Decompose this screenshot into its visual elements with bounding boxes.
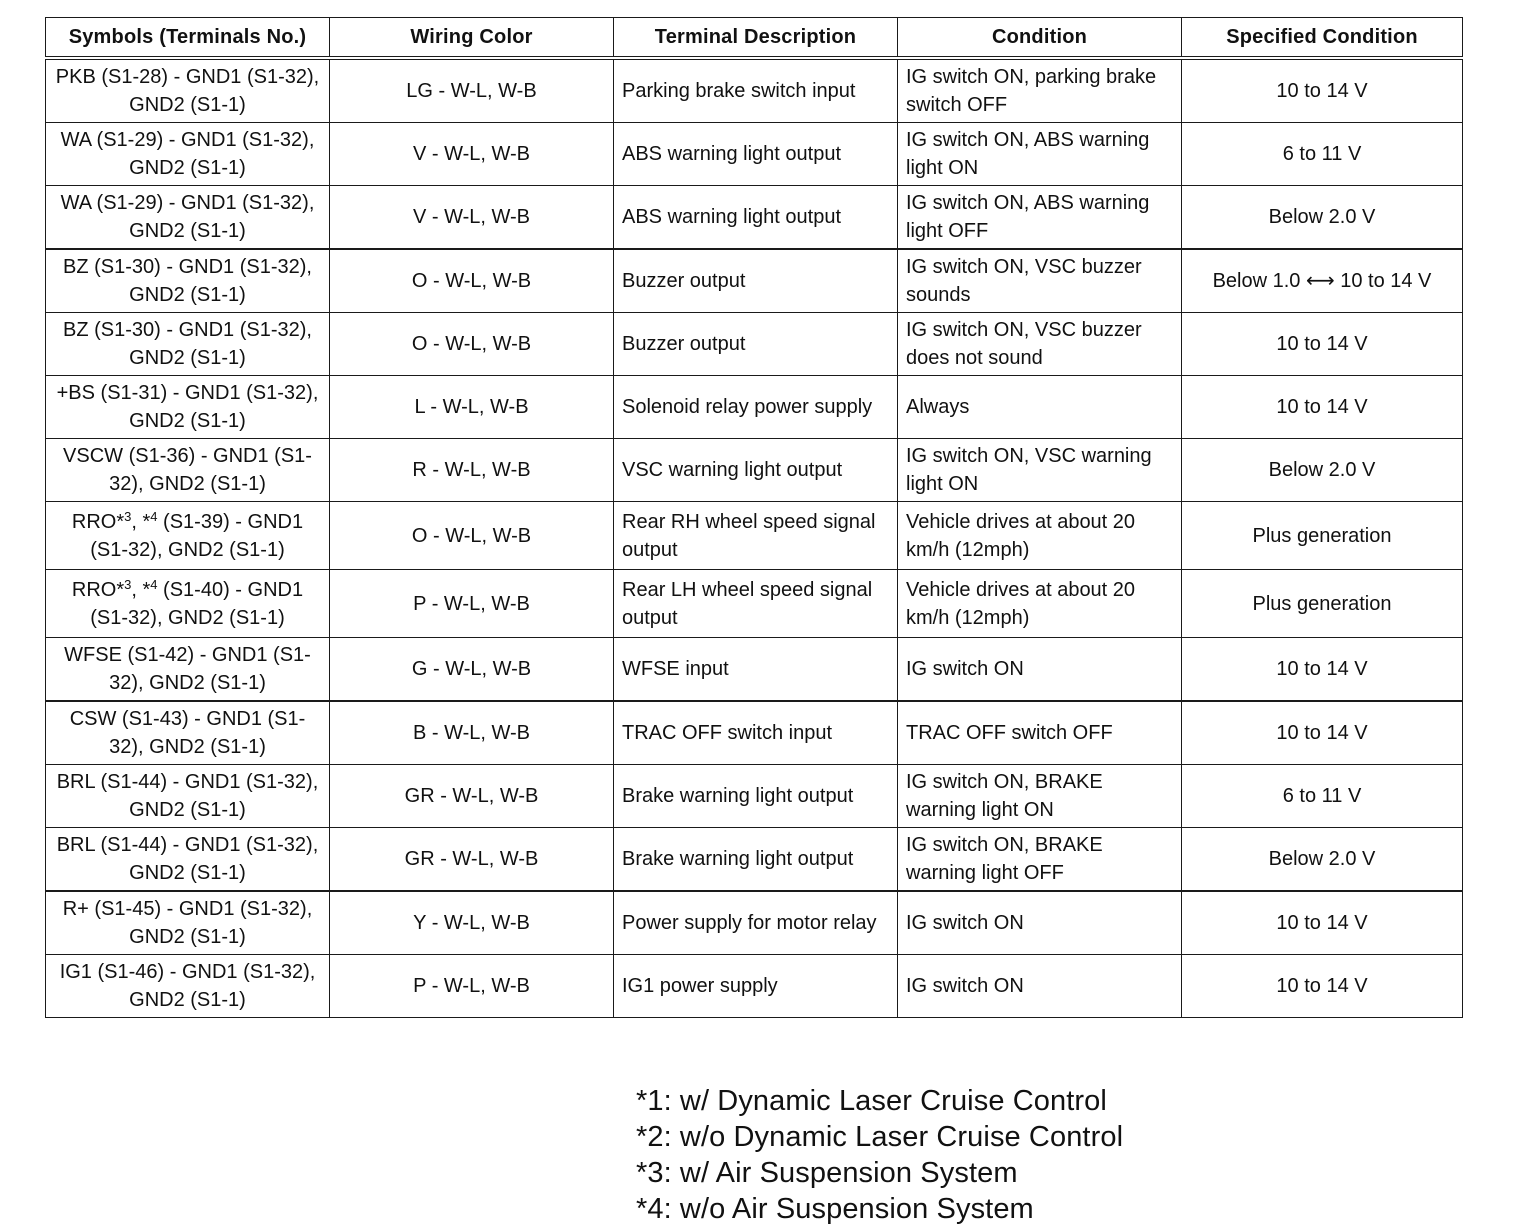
cell-specified-condition: 10 to 14 V [1182,955,1463,1018]
cell-symbol [46,891,330,955]
table-row [46,638,1463,702]
cell-specified-condition: 10 to 14 V [1182,58,1463,123]
cell-symbol [46,313,330,376]
cell-specified-condition: 6 to 11 V [1182,765,1463,828]
table-row [46,58,1463,123]
table-row [46,955,1463,1018]
cell-symbol [46,249,330,313]
cell-terminal-description: IG1 power supply [614,955,898,1018]
cell-wiring-color: O - W-L, W-B [330,249,614,313]
footnote-3: *3: w/ Air Suspension System [636,1157,1018,1189]
cell-condition: IG switch ON, VSC warning light ON [898,439,1182,502]
symbol-text: WFSE (S1-42) - GND1 (S1-32), GND2 (S1-1) [64,644,311,694]
cell-symbol [46,765,330,828]
cell-specified-condition: 6 to 11 V [1182,123,1463,186]
footnote-2: *2: w/o Dynamic Laser Cruise Control [636,1121,1124,1153]
header-symbols: Symbols (Terminals No.) [46,18,330,59]
cell-symbol [46,58,330,123]
cell-symbol [46,570,330,638]
symbol-text: CSW (S1-43) - GND1 (S1-32), GND2 (S1-1) [69,708,306,758]
cell-terminal-description: Brake warning light output [614,765,898,828]
table-row [46,376,1463,439]
header-terminal-description: Terminal Description [614,18,898,59]
table-row [46,249,1463,313]
cell-condition: IG switch ON, parking brake switch OFF [898,58,1182,123]
footnote-ref: 4 [150,576,158,592]
cell-condition: IG switch ON [898,955,1182,1018]
cell-terminal-description: Power supply for motor relay [614,891,898,955]
cell-specified-condition: 10 to 14 V [1182,891,1463,955]
table-row [46,765,1463,828]
cell-symbol [46,186,330,250]
cell-terminal-description: Rear LH wheel speed signal output [614,570,898,638]
table-row [46,123,1463,186]
table-row [46,313,1463,376]
cell-wiring-color: Y - W-L, W-B [330,891,614,955]
cell-terminal-description: TRAC OFF switch input [614,701,898,765]
symbol-text: (S1-39) - GND1 (S1-32), GND2 (S1-1) [90,510,304,561]
cell-condition: IG switch ON [898,891,1182,955]
symbol-text: , * [131,510,151,533]
cell-condition: Vehicle drives at about 20 km/h (12mph) [898,502,1182,570]
cell-specified-condition: 10 to 14 V [1182,376,1463,439]
footnote-4: *4: w/o Air Suspension System [636,1193,1034,1225]
cell-specified-condition: Plus generation [1182,502,1463,570]
cell-symbol [46,376,330,439]
cell-terminal-description: Solenoid relay power supply [614,376,898,439]
cell-wiring-color: O - W-L, W-B [330,502,614,570]
table-row [46,570,1463,638]
cell-condition: IG switch ON, ABS warning light OFF [898,186,1182,250]
table-row [46,186,1463,250]
cell-wiring-color: V - W-L, W-B [330,186,614,250]
cell-specified-condition: 10 to 14 V [1182,313,1463,376]
cell-condition: IG switch ON, BRAKE warning light ON [898,765,1182,828]
table-row [46,891,1463,955]
cell-specified-condition: Below 2.0 V [1182,439,1463,502]
cell-wiring-color: V - W-L, W-B [330,123,614,186]
symbol-text: IG1 (S1-46) - GND1 (S1-32), GND2 (S1-1) [59,961,316,1011]
cell-condition: Always [898,376,1182,439]
header-specified-condition: Specified Condition [1182,18,1463,59]
symbol-text: +BS (S1-31) - GND1 (S1-32), GND2 (S1-1) [56,382,319,432]
cell-terminal-description: ABS warning light output [614,186,898,250]
table-row [46,502,1463,570]
table-body [46,58,1463,1018]
cell-condition: Vehicle drives at about 20 km/h (12mph) [898,570,1182,638]
table-header-row [46,18,1463,59]
cell-condition: IG switch ON [898,638,1182,702]
table-row [46,828,1463,892]
footnote-ref: 3 [124,576,132,592]
cell-terminal-description: Parking brake switch input [614,58,898,123]
symbol-text: RRO* [71,510,125,533]
cell-specified-condition: Below 1.0 ⟷ 10 to 14 V [1182,249,1463,313]
header-condition: Condition [898,18,1182,59]
footnotes [636,1083,1123,1227]
cell-specified-condition: Below 2.0 V [1182,828,1463,892]
cell-wiring-color: G - W-L, W-B [330,638,614,702]
cell-condition: IG switch ON, VSC buzzer does not sound [898,313,1182,376]
symbol-text: WA (S1-29) - GND1 (S1-32), GND2 (S1-1) [60,192,315,242]
header-wiring-color: Wiring Color [330,18,614,59]
cell-wiring-color: LG - W-L, W-B [330,58,614,123]
cell-wiring-color: GR - W-L, W-B [330,765,614,828]
cell-wiring-color: R - W-L, W-B [330,439,614,502]
cell-condition: IG switch ON, VSC buzzer sounds [898,249,1182,313]
symbol-text: RRO* [71,578,125,601]
symbol-text: BRL (S1-44) - GND1 (S1-32), GND2 (S1-1) [56,834,319,884]
cell-specified-condition: Plus generation [1182,570,1463,638]
symbol-text: VSCW (S1-36) - GND1 (S1-32), GND2 (S1-1) [63,445,312,495]
cell-terminal-description: Brake warning light output [614,828,898,892]
symbol-text: BZ (S1-30) - GND1 (S1-32), GND2 (S1-1) [63,319,312,369]
cell-condition: IG switch ON, ABS warning light ON [898,123,1182,186]
cell-condition: IG switch ON, BRAKE warning light OFF [898,828,1182,892]
cell-symbol [46,638,330,702]
footnote-1: *1: w/ Dynamic Laser Cruise Control [636,1085,1107,1117]
footnote-ref: 4 [150,508,158,524]
cell-wiring-color: B - W-L, W-B [330,701,614,765]
symbol-text: (S1-40) - GND1 (S1-32), GND2 (S1-1) [90,578,304,629]
cell-wiring-color: P - W-L, W-B [330,955,614,1018]
symbol-text: BRL (S1-44) - GND1 (S1-32), GND2 (S1-1) [56,771,319,821]
cell-symbol [46,955,330,1018]
cell-condition: TRAC OFF switch OFF [898,701,1182,765]
symbol-text: , * [131,578,151,601]
cell-terminal-description: Rear RH wheel speed signal output [614,502,898,570]
cell-specified-condition: Below 2.0 V [1182,186,1463,250]
cell-terminal-description: Buzzer output [614,249,898,313]
table-row [46,439,1463,502]
cell-terminal-description: ABS warning light output [614,123,898,186]
cell-specified-condition: 10 to 14 V [1182,701,1463,765]
cell-wiring-color: GR - W-L, W-B [330,828,614,892]
cell-wiring-color: O - W-L, W-B [330,313,614,376]
cell-wiring-color: L - W-L, W-B [330,376,614,439]
footnote-ref: 3 [124,508,132,524]
symbol-text: R+ (S1-45) - GND1 (S1-32), GND2 (S1-1) [62,898,313,948]
cell-terminal-description: Buzzer output [614,313,898,376]
symbol-text: BZ (S1-30) - GND1 (S1-32), GND2 (S1-1) [63,256,312,306]
cell-symbol [46,502,330,570]
cell-specified-condition: 10 to 14 V [1182,638,1463,702]
cell-wiring-color: P - W-L, W-B [330,570,614,638]
cell-terminal-description: WFSE input [614,638,898,702]
cell-terminal-description: VSC warning light output [614,439,898,502]
terminal-inspection-table [45,17,1463,1018]
cell-symbol [46,439,330,502]
cell-symbol [46,828,330,892]
symbol-text: WA (S1-29) - GND1 (S1-32), GND2 (S1-1) [60,129,315,179]
cell-symbol [46,701,330,765]
cell-symbol [46,123,330,186]
table-row [46,701,1463,765]
symbol-text: PKB (S1-28) - GND1 (S1-32), GND2 (S1-1) [55,66,320,116]
